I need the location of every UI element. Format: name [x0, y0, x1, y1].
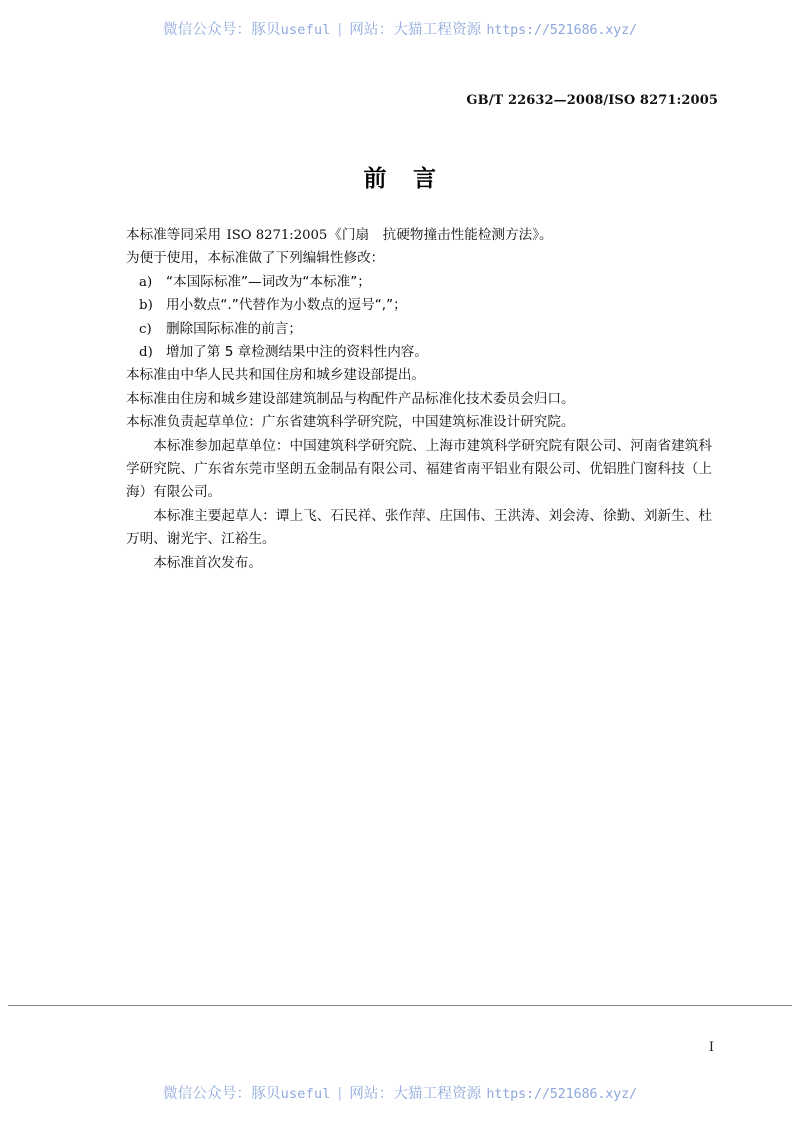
watermark-site-name: 大猫工程资源 [393, 22, 482, 38]
standard-number-header: GB/T 22632—2008/ISO 8271:2005 [466, 93, 718, 108]
iso-standard-reference: ISO 8271:2005 [226, 228, 328, 243]
watermark-url: https://521686.xyz/ [486, 22, 637, 38]
paragraph-participating-drafters: 本标准参加起草单位：中国建筑科学研究院、上海市建筑科学研究院有限公司、河南省建筑科学研究院、广东省东莞市坚朗五金制品有限公司、福建省南平铝业有限公司、优铝胜门窗科技（上海）有限公司。 [126, 437, 712, 501]
iso-adoption-prefix: 本标准等同采用 [126, 227, 226, 243]
list-item-marker: a) [139, 274, 153, 290]
page-title-char-2: 言 [413, 166, 437, 192]
list-item [126, 341, 712, 364]
paragraph-first-issue: 本标准首次发布。 [153, 554, 262, 571]
list-item-text: 用小数点“.”代替作为小数点的逗号“,”； [166, 297, 407, 314]
list-item-text: “本国际标准”—词改为“本标准”； [166, 273, 371, 290]
paragraph-proposer: 本标准由中华人民共和国住房和城乡建设部提出。 [126, 367, 426, 384]
watermark-separator: | [337, 1086, 343, 1101]
watermark-account-label: 微信公众号： [163, 22, 252, 38]
footer-divider [8, 1005, 792, 1006]
watermark-top [0, 18, 800, 39]
watermark-url: https://521686.xyz/ [486, 1086, 637, 1102]
list-item-marker: c) [139, 321, 152, 337]
paragraph-iso-adoption [126, 224, 712, 247]
editorial-changes-list [126, 271, 712, 365]
list-item-text: 删除国际标准的前言； [166, 320, 302, 337]
paragraph-main-drafters: 本标准主要起草人：谭上飞、石民祥、张作萍、庄国伟、王洪涛、刘会涛、徐勤、刘新生、杜万明、谢光宇、江裕生。 [126, 507, 712, 548]
watermark-bottom [0, 1082, 800, 1103]
list-item-marker: d) [139, 345, 153, 361]
watermark-site-label: 网站： [349, 22, 394, 38]
page-number: I [708, 1040, 714, 1055]
watermark-separator: | [337, 22, 343, 37]
watermark-site-label: 网站： [349, 1086, 394, 1102]
watermark-account-name-cn: 豚贝 [251, 1086, 281, 1102]
list-item-marker: b) [139, 298, 153, 314]
list-item-text: 增加了第 5 章检测结果中注的资料性内容。 [166, 344, 428, 361]
list-item [126, 294, 712, 317]
paragraph-administration: 本标准由住房和城乡建设部建筑制品与构配件产品标准化技术委员会归口。 [126, 390, 575, 407]
iso-adoption-suffix: 《门扇 抗硬物撞击性能检测方法》。 [328, 227, 553, 243]
watermark-site-name: 大猫工程资源 [393, 1086, 482, 1102]
list-item [126, 271, 712, 294]
watermark-account-label: 微信公众号： [163, 1086, 252, 1102]
paragraph-lead-drafters: 本标准负责起草单位：广东省建筑科学研究院，中国建筑标准设计研究院。 [126, 414, 575, 431]
foreword-body [126, 224, 712, 575]
watermark-account-name-latin: useful [280, 22, 331, 38]
page-title [0, 160, 800, 193]
paragraph-editorial-intro: 为便于使用，本标准做了下列编辑性修改： [126, 250, 385, 267]
watermark-account-name-cn: 豚贝 [251, 22, 281, 38]
watermark-account-name-latin: useful [280, 1086, 331, 1102]
list-item [126, 318, 712, 341]
page-title-char-1: 前 [363, 166, 387, 192]
